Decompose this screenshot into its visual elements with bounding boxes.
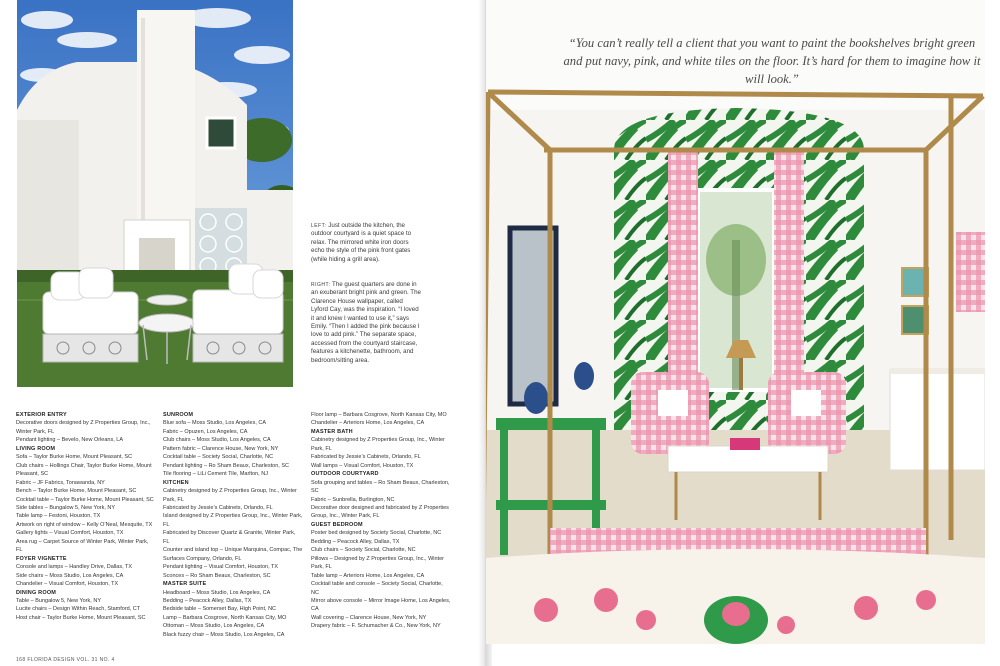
- credits-item: Side chairs – Moss Studio, Los Angeles, CA: [16, 572, 124, 579]
- credits-item: Cocktail table and console – Society Social, Charlotte, NC: [311, 581, 443, 596]
- caption-courtyard: [311, 222, 421, 264]
- credits-item: Bench – Taylor Burke Home, Mount Pleasant, SC: [16, 488, 137, 495]
- credits-column-3: [311, 411, 451, 646]
- credits-item: Cabinetry designed by Z Properties Group, Inc., Winter Park, FL: [311, 437, 445, 452]
- credits-item: Gallery lights – Visual Comfort, Houston, TX: [16, 530, 124, 537]
- credits-item: Wall covering – Clarence House, New York, NY: [311, 614, 427, 621]
- pull-quote: “You can’t really tell a client that you want to paint the bookshelves bright green and put navy, pink, and white tiles on the floor. It’s hard for them to imagine how it will look.”: [563, 36, 981, 86]
- credits-heading: MASTER BATH: [311, 428, 353, 435]
- credits-item: Drapery fabric – F. Schumacher & Co., New York, NY: [311, 623, 441, 630]
- credits-item: Cabinetry designed by Z Properties Group, Inc., Winter Park, FL: [163, 488, 297, 503]
- credits-item: Headboard – Moss Studio, Los Angeles, CA: [163, 589, 271, 596]
- credits-item: Fabricated by Jessie’s Cabinets, Orlando, FL: [163, 504, 273, 511]
- credits-heading: EXTERIOR ENTRY: [16, 412, 67, 418]
- credits-column-1: [16, 411, 156, 646]
- courtyard-photo: [17, 0, 293, 387]
- credits-heading: FOYER VIGNETTE: [16, 555, 67, 562]
- credits-heading: GUEST BEDROOM: [311, 521, 363, 528]
- credits-heading: MASTER SUITE: [163, 581, 207, 588]
- credits-item: Area rug – Carpet Source of Winter Park, Winter Park, FL: [16, 538, 149, 554]
- caption-label: LEFT:: [311, 223, 327, 229]
- caption-text: The guest quarters are done in an exuberant bright pink and green. The Clarence House wallpaper, called Lyford Cay, was the inspiration. “I loved it and knew I wanted to use it,” says Emily. “Then I added the pink because I love to add pink.” The separate space, accessed from the courtyard staircase, features a kitchenette, bathroom, and bedroom/sitting area.: [311, 281, 421, 364]
- caption-text: Just outside the kitchen, the outdoor courtyard is a quiet space to relax. The mirrored white iron doors echo the style of the pink front gates (while hiding a grill area).: [311, 222, 412, 263]
- credits-heading: KITCHEN: [163, 479, 189, 486]
- credits-item: Blue sofa – Moss Studio, Los Angeles, CA: [163, 420, 267, 427]
- credits-item: Bedding – Peacock Alley, Dallas, TX: [163, 597, 252, 604]
- credits-item: Decorative doors designed by Z Properties Group, Inc., Winter Park, FL: [16, 420, 151, 435]
- credits-item: Cocktail table – Society Social, Charlotte, NC: [163, 454, 274, 461]
- credits-item: Poster bed designed by Society Social, Charlotte, NC: [311, 530, 442, 537]
- credits-item: Club chairs – Hollings Chair, Taylor Burke Home, Mount Pleasant, SC: [16, 462, 152, 478]
- credits-item: Club chairs – Moss Studio, Los Angeles, CA: [163, 437, 271, 444]
- credits-item: Chandelier – Arteriors Home, Los Angeles, CA: [311, 420, 425, 427]
- credits-item: Cocktail table – Taylor Burke Home, Mount Pleasant, SC: [16, 496, 154, 503]
- credits-item: Wall lamps – Visual Comfort, Houston, TX: [311, 462, 414, 469]
- credits-item: Fabricated by Discover Quartz & Granite, Winter Park, FL: [163, 530, 296, 545]
- credits-item: Table lamp – Arteriors Home, Los Angeles, CA: [311, 572, 425, 579]
- credits-item: Side tables – Bungalow 5, New York, NY: [16, 504, 116, 511]
- caption-label: RIGHT:: [311, 282, 331, 288]
- page-folio: 168 FLORIDA DESIGN VOL. 31 NO. 4: [16, 657, 115, 663]
- credits-item: Mirror above console – Mirror Image Home, Los Angeles, CA: [311, 597, 451, 613]
- credits-column-2: [163, 411, 303, 646]
- credits-item: Floor lamp – Barbara Cosgrove, North Kansas City, MO: [311, 412, 447, 418]
- credits-item: Club chairs – Society Social, Charlotte, NC: [311, 547, 416, 554]
- credits-item: Pendant lighting – Ro Sham Beaux, Charleston, SC: [163, 462, 289, 469]
- credits-item: Pattern fabric – Clarence House, New York, NY: [163, 445, 279, 452]
- credits-item: Sofa grouping and tables – Ro Sham Beaux, Charleston, SC: [311, 479, 450, 495]
- credits-item: Island designed by Z Properties Group, Inc., Winter Park, FL: [163, 513, 303, 528]
- credits-item: Fabricated by Jessie’s Cabinets, Orlando, FL: [311, 454, 421, 461]
- credits-item: Artwork on right of window – Kelly O’Neal, Mesquite, TX: [16, 521, 153, 528]
- credits-item: Bedside table – Somerset Bay, High Point, NC: [163, 606, 277, 613]
- credits-item: Table lamp – Festoni, Houston, TX: [16, 513, 101, 520]
- credits-heading: LIVING ROOM: [16, 445, 56, 452]
- credits-item: Counter and island top – Unique Marquina, Compac, The Surfaces Company, Orlando, FL: [163, 547, 303, 562]
- credits-item: Pillows – Designed by Z Properties Group, Inc., Winter Park, FL: [311, 555, 444, 571]
- credits-item: Fabric – JF Fabrics, Tonawanda, NY: [16, 479, 105, 486]
- credits-item: Fabric – Opuzen, Los Angeles, CA: [163, 428, 248, 435]
- credits-item: Lucite chairs – Design Within Reach, Stamford, CT: [16, 606, 141, 613]
- credits-item: Sofa – Taylor Burke Home, Mount Pleasant, SC: [16, 454, 133, 461]
- credits-heading: SUNROOM: [163, 412, 194, 418]
- credits-item: Chandelier – Visual Comfort, Houston, TX: [16, 581, 119, 588]
- credits-item: Pendant lighting – Bevelo, New Orleans, LA: [16, 437, 124, 444]
- credits-item: Console and lamps – Handley Drive, Dallas, TX: [16, 564, 133, 571]
- credits-item: Lamp – Barbara Cosgrove, North Kansas City, MO: [163, 614, 287, 621]
- credits-item: Bedding – Peacock Alley, Dallas, TX: [311, 538, 400, 545]
- credits-item: Pendant lighting – Visual Comfort, Houston, TX: [163, 564, 279, 571]
- credits-item: Host chair – Taylor Burke Home, Mount Pleasant, SC: [16, 614, 146, 621]
- credits-item: Ottoman – Moss Studio, Los Angeles, CA: [163, 623, 265, 630]
- credits-heading: DINING ROOM: [16, 589, 57, 596]
- credits-item: Table – Bungalow 5, New York, NY: [16, 597, 101, 604]
- credits-item: Sconces – Ro Sham Beaux, Charleston, SC: [163, 572, 271, 579]
- credits-item: Black fuzzy chair – Moss Studio, Los Angeles, CA: [163, 631, 285, 638]
- credits-item: Fabric – Sunbrella, Burlington, NC: [311, 496, 395, 503]
- caption-guest-quarters: [311, 281, 421, 365]
- credits-item: Tile flooring – LiLi Cement Tile, Marlton, NJ: [163, 471, 268, 478]
- guest-bedroom-photo: [486, 0, 985, 644]
- credits-item: Decorative door designed and fabricated by Z Properties Group, Inc., Winter Park, FL: [311, 504, 449, 520]
- credits-heading: OUTDOOR COURTYARD: [311, 471, 379, 478]
